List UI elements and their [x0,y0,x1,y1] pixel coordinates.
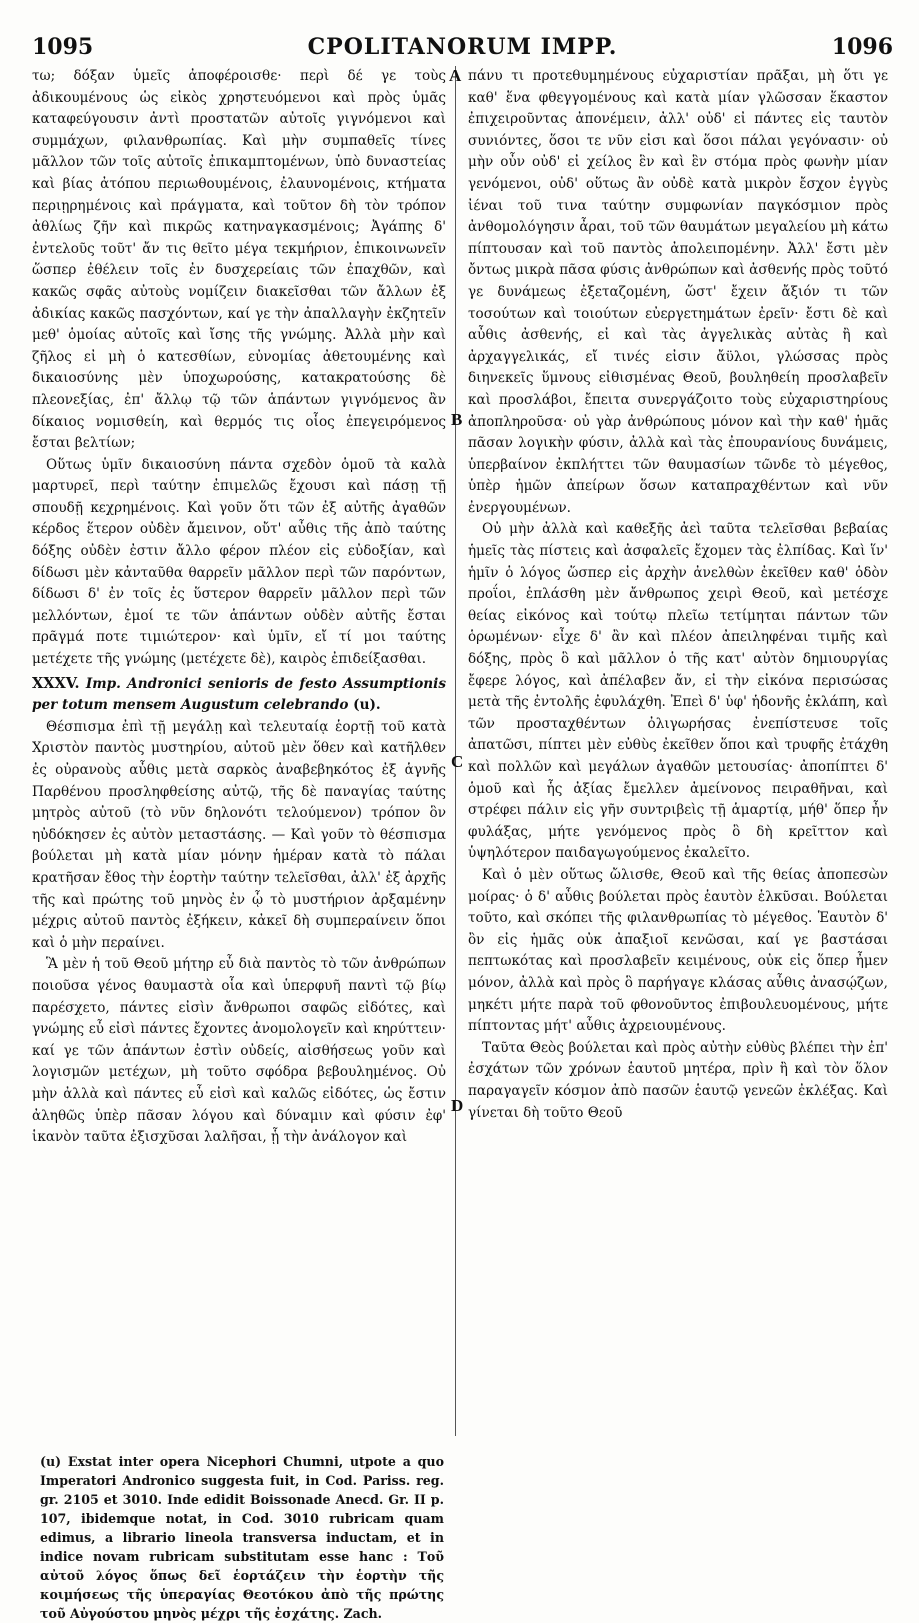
paragraph: Οὐ μὴν ἀλλὰ καὶ καθεξῆς ἀεὶ ταῦτα τελεῖσθαι βεβαίας ἡμεῖς τὰς πίστεις καὶ ἀσφαλεῖς ἔχομεν τὰς ἐλπίδας. Καὶ ἵν' ἡμῖν ὁ λόγος ὥσπερ εἰς ἀρχὴν ἀνελθὼν ἐκεῖθεν καθ' ὁδὸν προΐοι, ἐπλάσθη μὲν ἄνθρωπος χειρὶ Θεοῦ, καὶ μετέσχε θείας εἰκόνος καὶ τούτῳ πλεῖω τετίμηται πάντων τῶν ὁρωμένων· εἶχε δ' ἂν καὶ πλέον ἀπειληφέναι τιμῆς καὶ δόξης, πρὸς ὃ καὶ μᾶλλον ὁ τῆς κατ' αὐτὸν δημιουργίας ἔφερε λόγος, καὶ ἀπέλαβεν ἄν, εἰ τὴν εἰκόνα περισώσας μετὰ τῆς ἐντολῆς ἐφυλάχθη. Ἐπεὶ δ' ὑφ' ἡδονῆς ἐκλάπη, καὶ τῶν προσταχθέντων ὀλιγωρήσας ἐνεπίστευσε τοῖς ἀπατῶσι, πίπτει μὲν εὐθὺς ἐκεῖθεν ὅποι καὶ τρυφῆς ἐτάχθη καὶ πολλῶν καὶ μεγάλων ἀγαθῶν μετουσίας· ἀποπίπτει δ' ὁμοῦ καὶ ἧς ἀξίας ἔμελλεν ἀμείνονος πειραθῆναι, καὶ στρέφει πάλιν εἰς γῆν συντριβεὶς τῇ ἁμαρτίᾳ, μήθ' ὅπερ ἦν φυλάξας, μήτε γενόμενος πρὸς ὃ δὴ κρεῖττον καὶ ὑψηλότερον παιδαγωγούμενος ἐκαλεῖτο. [468,521,888,862]
paragraph: Θέσπισμα ἐπὶ τῇ μεγάλῃ καὶ τελευταίᾳ ἑορτῇ τοῦ κατὰ Χριστὸν παντὸς μυστηρίου, αὐτοῦ μὲν ὅθεν καὶ κατῆλθεν ἐς οὐρανοὺς αὖθις μετὰ σαρκὸς ἀναβεβηκότος ἐξ ἁγνῆς Παρθένου προσληφθείσης αὐτῷ, τῆς δὲ παναγίας ταύτης μητρὸς αὐτοῦ (τὸ νῦν δηλονότι τελούμενον) τρόπον ὃν ηὐδόκησεν ἐς αὐτὸν μεταστάσης. — Καὶ γοῦν τὸ θέσπισμα βούλεται μὴ κατὰ μίαν μόνην ἡμέραν κατὰ τὸ πάλαι κρατῆσαν ἔθος τὴν ἑορτὴν ταύτην τελεῖσθαι, ἀλλ' ἐξ ἀρχῆς τῆς καὶ πρώτης τοῦ μηνὸς ἐν ᾧ τὸ μυστήριον ἀρξαμένην μέχρις αὐτοῦ παντὸς ἐξήκειν, κἀκεῖ δὴ συμπεραίνειν ὅποι καὶ ὁ μὴν περαίνει. [32,718,446,951]
paragraph: Ταῦτα Θεὸς βούλεται καὶ πρὸς αὐτὴν εὐθὺς βλέπει τὴν ἐπ' ἐσχάτων τῶν χρόνων ἑαυτοῦ μητέρα, πρὶν ἢ καὶ τὸν ὅλον παραγαγεῖν κόσμον ἀπὸ πασῶν ἑαυτῷ γενεῶν ἐκλέξας. Καὶ γίνεται δὴ τοῦτο Θεοῦ [468,1039,888,1121]
margin-letter-a: A [449,66,462,85]
page-header [32,34,893,64]
section-title: Imp. Andronici senioris de festo Assumptionis per totum mensem Augustum celebrando [32,675,446,714]
margin-letter-d: D [451,1096,464,1115]
running-head: CPOLITANORUM IMPP. [307,34,618,60]
section-note-ref: (u). [353,697,381,714]
column-divider [455,66,456,1436]
page-number-right: 1096 [831,34,893,60]
margin-letter-b: B [451,410,463,429]
right-column [468,66,888,1124]
page-number-left: 1095 [32,34,94,60]
paragraph: Οὕτως ὑμῖν δικαιοσύνη πάντα σχεδὸν ὁμοῦ τὰ καλὰ μαρτυρεῖ, περὶ ταύτην ἐπιμελῶς ἔχουσι καὶ πάσῃ τῇ σπουδῇ κεχρημένοις. Καὶ γοῦν ὅτι τῶν ἐξ αὐτῆς ἀγαθῶν κέρδος ἕτερον οὐδὲν ἄμεινον, οὔτ' αὖθις τῆς ἀπὸ ταύτης δόξης οὐδὲν ἐστιν ἄλλο φέρον πλέον εἰς εὐδοξίαν, καὶ δίδωσι μὲν κἀνταῦθα θαρρεῖν μᾶλλον περὶ τῶν παρόντων, δίδωσι δ' ἐν τοῖς ἐς ὕστερον θαρρεῖν μᾶλλον περὶ τῶν μελλόντων, ἐμοί τε τῶν ἁπάντων οὐδὲν αὐτῆς ἔσται πρᾶγμά ποτε τιμιώτερον· καὶ ὑμῖν, εἴ τί μοι ταύτης μετέχετε τῆς γνώμης (μετέχετε δὲ), καιρὸς ἐπιδείξασθαι. [32,456,446,668]
paragraph: τω; δόξαν ὑμεῖς ἀποφέροισθε· περὶ δέ γε τοὺς ἀδικουμένους ὡς εἰκὸς χρηστευόμενοι καὶ πρὸς ὑμᾶς καταφεύγουσιν ἀντὶ προστατῶν αὐτοῖς γιγνόμενοι καὶ συμμάχων, φιλανθρωπίας. Καὶ μὴν συμπαθεῖς τίνες μᾶλλον τῶν τοῖς αὐτοῖς ἐπικαμπτομένων, ὑπὸ δυναστείας καὶ βίας ἀτόπου περιωθουμένοις, ἐλαυνομένοις, κτήματα περιῃρημένοις καὶ πράγματα, καὶ τοῦτον δὴ τὸν τρόπον ἀθλίως ζῆν καὶ πικρῶς κατηναγκασμένοις; Ἀγάπης δ' ἐντελοῦς τοῦτ' ἄν τις θεῖτο μέγα τεκμήριον, ἐπικοινωνεῖν ὥσπερ ἐθέλειν τοῖς ἐν δυσχερείαις τῶν ἐπαχθῶν, καὶ κακῶς σφᾶς αὐτοὺς νομίζειν διακεῖσθαι τῶν ἄλλων ἐξ ἀδικίας κακῶς πασχόντων, καί γε τὴν ἀπαλλαγὴν ἐκζητεῖν μεθ' ὁμοίας αὐτοῖς καὶ ἴσης τῆς γνώμης. Ἀλλὰ μὴν καὶ ζῆλος εἰ μὴ ὁ κατεσθίων, εὐνομίας ἀθετουμένης καὶ δικαιοσύνης μὲν ὑποχωρούσης, κατακρατούσης δὲ πλεονεξίας, ἐπ' ἄλλῳ τῷ τῶν ἁπάντων γιγνόμενος ἂν δίκαιος νομισθείη, καὶ θερμός τις οἷος ἐπεγειρόμενος ἔσται βελτίων; [32,68,446,452]
footnote-text: (u) Exstat inter opera Nicephori Chumni, utpote a quo Imperatori Andronico suggesta fuit, in Cod. Pariss. reg. gr. 2105 et 3010. Inde edidit Boissonade Anecd. Gr. II p. 107, ibidemque notat, in Cod. 3010 rubricam quam edimus, a librario lineola transversa inductam, et in indice novam rubricam substitutam esse hanc : Τοῦ αὐτοῦ λόγος ὅπως δεῖ ἑορτάζειν τὴν ἑορτὴν τῆς κοιμήσεως τῆς ὑπεραγίας Θεοτόκου ἀπὸ τῆς πρώτης τοῦ Αὐγούστου μηνὸς μέχρι τῆς ἐσχάτης. Zach. [40,1454,444,1621]
paragraph: Ἃ μὲν ἡ τοῦ Θεοῦ μήτηρ εὖ διὰ παντὸς τὸ τῶν ἀνθρώπων ποιοῦσα γένος θαυμαστὰ οἷα καὶ ὑπερφυῆ παντὶ τῷ βίῳ παρέσχετο, πάντες εἰσὶν ἄνθρωποι σαφῶς εἰδότες, καὶ γνώμης εὖ εἰσὶ πάντες ἔχοντες ἀνομολογεῖν καὶ κηρύττειν· καί γε τῶν ἁπάντων ἐστὶν οὐδείς, αἰσθήσεως γοῦν καὶ λογισμῶν μετέχων, μὴ τοῦτο σφόδρα βεβουλημένος. Οὐ μὴν ἀλλὰ καὶ πάντες εὖ εἰσὶ καὶ καλῶς εἰδότες, ὡς ἔστιν ἀληθῶς ὑπὲρ πᾶσαν λόγου καὶ δύναμιν καὶ φύσιν ἐφ' ἱκανὸν ταῦτα ἐξισχῦσαι λαλῆσαι, ᾗ τὴν ἀνάλογον καὶ [32,956,446,1146]
paragraph: Καὶ ὁ μὲν οὕτως ὤλισθε, Θεοῦ καὶ τῆς θείας ἀποπεσὼν μοίρας· ὁ δ' αὖθις βούλεται πρὸς ἑαυτὸν ἑλκῦσαι. Βούλεται τοῦτο, καὶ σκόπει τῆς φιλανθρωπίας τὸ μέγεθος. Ἑαυτὸν δ' ὂν εἰς ἡμᾶς οὐκ ἀπαξιοῖ κενῶσαι, καί γε βαστάσαι πεπτωκότας καὶ προσλαβεῖν κειμένους, οὐκ εἰς ὅπερ ἦμεν μόνον, ἀλλὰ καὶ πρὸς ὃ παρήγαγε κλάσας αὖθις ἀνασῴζων, μηκέτι μήτε παρὰ τοῦ φθονοῦντος ἐπιβουλευομένους, μήτε πίπτοντας μήτ' αὖθις ἀχρειουμένους. [468,866,888,1035]
section-heading [32,673,446,717]
margin-letter-c: C [451,752,464,771]
left-column [32,66,446,1149]
section-number: XXXV. [32,674,80,692]
paragraph: πάνυ τι προτεθυμημένους εὐχαριστίαν πρᾶξαι, μὴ ὅτι γε καθ' ἕνα φθεγγομένους καὶ κατὰ μίαν γλῶσσαν ἕκαστον ἐπιχειροῦντας ἀπονέμειν, ἀλλ' οὐδ' εἰ πάντες εἰς ταυτὸν συνιόντες, ὅσοι τε νῦν εἰσι καὶ ὅσοι πάλαι γεγόνασιν· οὐ μὴν οὖν οὐδ' εἰ χείλος ἓν καὶ ἓν στόμα πρὸς φωνὴν μίαν γενόμενοι, οὐδ' οὕτως ἂν οὐδὲ κατὰ μικρὸν ἔσχον ἐγγὺς ἰέναι τοῦ τινα ταύτην συμφωνίαν παγκόσμιον πρὸς ἀνθομολόγησιν ἆραι, τοῦ τῶν θαυμάτων μεγαλείου μὴ κάτω πίπτουσαν καὶ τοῦ παντὸς ἀπολειπομένην. Ἀλλ' ἔστι μὲν ὄντως μικρὰ πᾶσα φύσις ἀνθρώπων καὶ ἀσθενής πρὸς τοῦτό γε δυνάμεως ἐξεταζομένη, ὥστ' ἔχειν ἄξιόν τι τῶν τοσούτων καὶ τοιούτων εὐεργετημάτων ἐρεῖν· ἔστι δὲ καὶ αὖθις ἀσθενής, εἰ καὶ τὰς ἀγγελικὰς αὐτὰς ἢ καὶ ἀρχαγγελικάς, εἴ τινές εἰσιν ἄϋλοι, γλώσσας πρὸς διηνεκεῖς ὕμνους εἰθισμένας Θεοῦ, βουληθείη προσλαβεῖν καὶ προσλάβοι, ἔπειτα συνεργάζοιτο τοὺς εὐχαριστηρίους ἀποπληροῦσα· οὐ γὰρ ἀνθρώπους μόνον καὶ τὴν καθ' ἡμᾶς πᾶσαν λογικὴν φύσιν, ἀλλὰ καὶ τὰς ἐπουρανίους δυνάμεις, ὑπερβαίνον ἐκπλήττει τῶν θαυμασίων τῶνδε τὸ μέγεθος, ὑπὲρ ἡμῶν ἀπείρων ὅσων καταπραχθέντων καὶ νῦν ἐνεργουμένων. [468,68,888,516]
footnote [40,1452,444,1623]
